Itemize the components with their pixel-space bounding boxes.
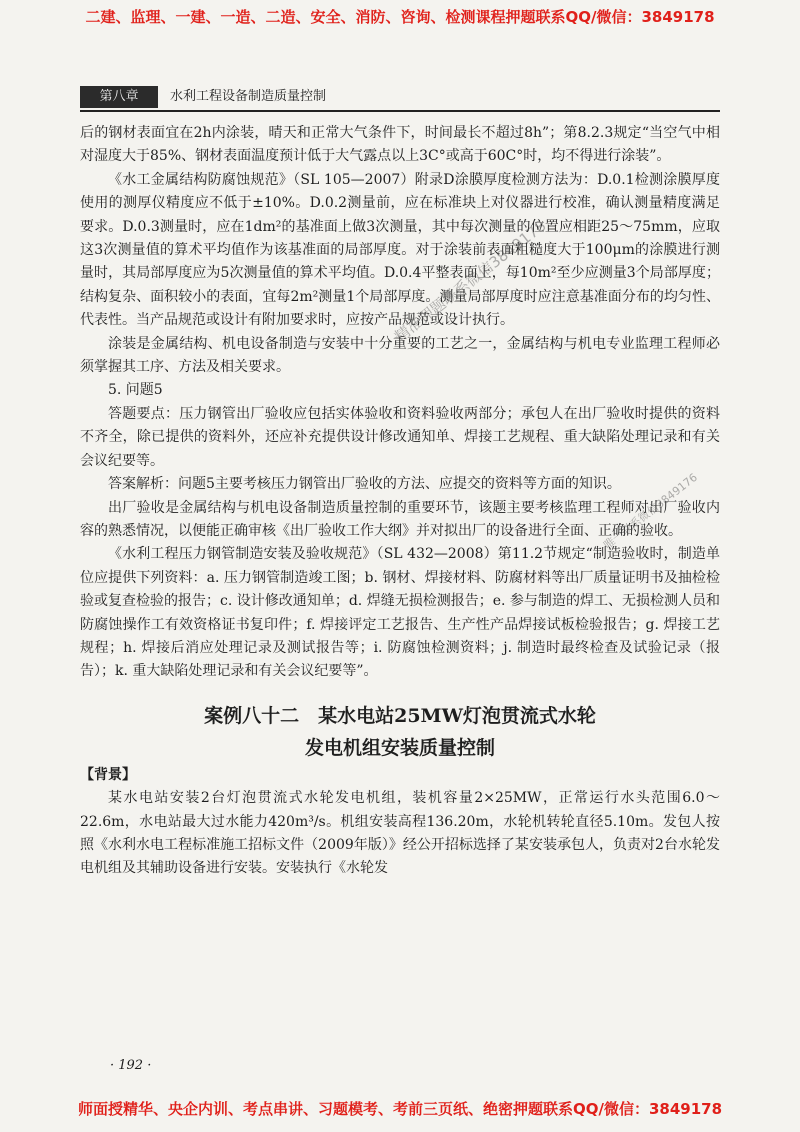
paragraph-continued: 后的钢材表面宜在2h内涂装，晴天和正常大气条件下，时间最长不超过8h”；第8.2.3规定“当空气中相对湿度大于85%、钢材表面温度预计低于大气露点以上3C°或高于60C°时，均不得进行涂装”。 [80, 125, 720, 165]
top-banner: 二建、监理、一建、一造、二造、安全、消防、咨询、检测课程押题联系QQ/微信：3849178 [85, 8, 715, 26]
case-title-line2: 发电机组安装质量控制 [304, 736, 495, 759]
paragraph-sl105: 《水工金属结构防腐蚀规范》（SL 105—2007）附录D涂膜厚度检测方法为：D.0.1检测涂膜厚度使用的测厚仪精度应不低于±10%。D.0.2测量前，应在标准块上对仪器进行校准，确认测量精度满足要求。D.0.3测量时，应在1dm²的基准面上做3次测量，其中每次测量的位置应相距25～75mm，应取这3次测量值的算术平均值作为该基准面的局部厚度。对于涂装前表面粗糙度大于100μm的涂膜进行测量时，其局部厚度应为5次测量值的算术平均值。D.0.4平整表面上，每10m²至少应测量3个局部厚度；结构复杂、面积较小的表面，宜每2m²测量1个局部厚度。测量局部厚度时应注意基准面分布的均匀性、代表性。当产品规范或设计有附加要求时，应按产品规范或设计执行。 [80, 171, 720, 329]
chapter-title: 水利工程设备制造质量控制 [170, 89, 327, 104]
watermark-text: 精准押题联系微信3849178 [391, 216, 550, 346]
question-heading: 5. 问题5 [108, 382, 163, 399]
watermark-text-secondary: 唯一联系微信3849176 [601, 470, 700, 552]
answer-points: 答题要点：压力钢管出厂验收应包括实体验收和资料验收两部分；承包人在出厂验收时提供的资料不齐全，除已提供的资料外，还应补充提供设计修改通知单、焊接工艺规程、重大缺陷处理记录和有关会议纪要等。 [80, 405, 720, 469]
page-body [80, 122, 720, 881]
paragraph-sl432: 《水利工程压力钢管制造安装及验收规范》（SL 432—2008）第11.2节规定“制造验收时，制造单位应提供下列资料：a. 压力钢管制造竣工图；b. 钢材、焊接材料、防腐材料等出厂质量证明书及抽检检验或复查检验的报告；c. 设计修改通知单；d. 焊缝无损检测报告；e. 参与制造的焊工、无损检测人员和防腐蚀操作工有效资格证书复印件；f. 焊接评定工艺报告、生产性产品焊接试板检验报告；g. 焊接工艺规程；h. 焊接后消应处理记录及测试报告等；i. 防腐蚀检测资料；j. 制造时最终检查及试验记录（报告）；k. 重大缺陷处理记录和有关会议纪要等”。 [80, 546, 720, 680]
case-title-line1: 案例八十二 某水电站25MW灯泡贯流式水轮 [204, 704, 596, 727]
paragraph-acceptance: 出厂验收是金属结构与机电设备制造质量控制的重要环节，该题主要考核监理工程师对出厂验收内容的熟悉情况，以便能正确审核《出厂验收工作大纲》并对拟出厂的设备进行全面、正确的验收。 [80, 499, 720, 539]
case-title [80, 700, 720, 764]
background-label: 【背景】 [80, 766, 136, 783]
bottom-banner: 师面授精华、央企内训、考点串讲、习题模考、考前三页纸、绝密押题联系QQ/微信：3849178 [77, 1100, 723, 1118]
chapter-tag: 第八章 [80, 86, 158, 108]
background-text: 某水电站安装2台灯泡贯流式水轮发电机组，装机容量2×25MW，正常运行水头范围6.0～22.6m，水电站最大过水能力420m³/s。机组安装高程136.20m，水轮机转轮直径5.10m。发包人按照《水利水电工程标准施工招标文件（2009年版）》经公开招标选择了某安装承包人，负责对2台水轮发电机组及其辅助设备进行安装。安装执行《水轮发 [80, 790, 720, 877]
running-header [80, 86, 720, 112]
page-number: · 192 · [110, 1058, 152, 1073]
answer-analysis: 答案解析：问题5主要考核压力钢管出厂验收的方法、应提交的资料等方面的知识。 [108, 476, 621, 493]
paragraph-coating-summary: 涂装是金属结构、机电设备制造与安装中十分重要的工艺之一，金属结构与机电专业监理工程师必须掌握其工序、方法及相关要求。 [80, 335, 720, 376]
